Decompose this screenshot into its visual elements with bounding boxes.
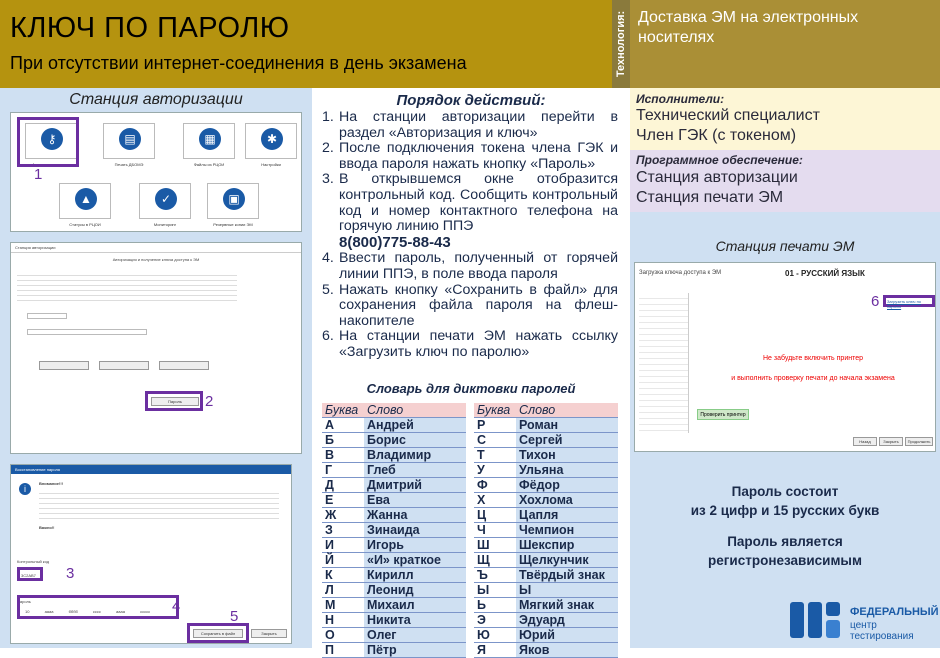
marker-2: 2 — [205, 393, 214, 410]
dictionary-row — [322, 568, 466, 583]
dict-word: Игорь — [364, 538, 466, 553]
dict-letter: Г — [322, 463, 364, 478]
dict-letter: Х — [474, 493, 516, 508]
warning-heading: Внимание!!! — [39, 481, 63, 486]
print-station-title: Станция печати ЭМ — [715, 238, 855, 254]
printer-warning-1: Не забудьте включить принтер — [762, 355, 864, 362]
tech-value: Доставка ЭМ на электронных носителях — [630, 0, 940, 88]
dict-word: Мягкий знак — [516, 598, 618, 613]
dictionary-row — [322, 538, 466, 553]
auth-window-screenshot — [10, 242, 302, 454]
dict-word: Роман — [516, 418, 618, 433]
tile-auth-key[interactable]: ⚷ Авторизация и ключ — [25, 123, 77, 159]
password-button[interactable]: Пароль — [151, 397, 199, 406]
dictionary-row — [322, 583, 466, 598]
marker-1: 1 — [34, 166, 43, 183]
code-label: Контрольный код — [17, 559, 50, 564]
dict-letter: Д — [322, 478, 364, 493]
page-subtitle: При отсутствии интернет-соединения в день экзамена — [10, 53, 467, 73]
dict-word: Владимир — [364, 448, 466, 463]
dictionary-row — [474, 628, 618, 643]
dictionary-row — [322, 523, 466, 538]
dict-word: Юрий — [516, 628, 618, 643]
back-button[interactable]: Назад — [853, 437, 877, 446]
step-item: 6. На станции печати ЭМ нажать ссылку «Загрузить ключ по паролю» — [322, 328, 618, 360]
dictionary-table-right — [474, 403, 618, 658]
dict-letter: З — [322, 523, 364, 538]
key-icon: ⚷ — [41, 128, 63, 150]
highlight-5 — [187, 623, 249, 643]
dictionary-row — [474, 538, 618, 553]
tech-label: Технология: — [615, 10, 627, 78]
highlight-1 — [17, 117, 79, 167]
dictionary-row — [474, 448, 618, 463]
important-heading: Важно!! — [39, 525, 55, 530]
password-info-1: Пароль состоит из 2 цифр и 15 русских букв — [690, 484, 880, 518]
close-button[interactable]: Закрыть — [251, 629, 287, 638]
logo-line-2: центр тестирования — [850, 620, 914, 642]
dictionary-row — [322, 598, 466, 613]
dict-word: Чемпион — [516, 523, 618, 538]
highlight-2 — [145, 391, 203, 411]
step-item: 1. На станции авторизации перейти в раздел «Авторизация и ключ» — [322, 109, 618, 141]
dict-letter: Ч — [474, 523, 516, 538]
print-window-title: Загрузка ключа доступа к ЭМ — [639, 270, 722, 276]
auth-menu-screenshot — [10, 112, 302, 232]
print-sidebar — [639, 293, 689, 433]
step-item: 5. Нажать кнопку «Сохранить в файл» для сохранения файла пароля на флеш-накопителе — [322, 281, 618, 329]
dict-word: Ева — [364, 493, 466, 508]
info-icon: i — [19, 483, 31, 495]
key-button[interactable] — [159, 361, 209, 370]
dictionary-row — [474, 523, 618, 538]
dict-word: Щелкунчик — [516, 553, 618, 568]
dictionary-row — [474, 418, 618, 433]
dict-word: Дмитрий — [364, 478, 466, 493]
tech-strip — [612, 0, 630, 88]
performer-2: Член ГЭК (с токеном) — [636, 127, 797, 144]
dictionary-row — [322, 613, 466, 628]
dictionary-row — [322, 433, 466, 448]
dict-letter: А — [322, 418, 364, 433]
tile-backup[interactable]: ▣ Резервные копии ЭМ — [207, 183, 259, 219]
dict-letter: Щ — [474, 553, 516, 568]
dict-word: Эдуард — [516, 613, 618, 628]
dict-letter: У — [474, 463, 516, 478]
software-label: Программное обеспечение: — [636, 153, 803, 167]
hotline-phone: 8(800)775-88-43 — [339, 233, 451, 251]
dict-word: Фёдор — [516, 478, 618, 493]
load-key-by-password-link[interactable]: Загрузить ключ по паролю — [887, 299, 922, 309]
dict-letter: Ф — [474, 478, 516, 493]
tile-status[interactable]: ▲ Статусы в РЦОИ — [59, 183, 111, 219]
software-2: Станция печати ЭМ — [636, 189, 784, 206]
logo-line-1: ФЕДЕРАЛЬНЫЙ — [850, 606, 939, 618]
dict-letter: О — [322, 628, 364, 643]
dict-letter: Ж — [322, 508, 364, 523]
dictionary-row — [322, 448, 466, 463]
dictionary-row — [474, 643, 618, 658]
dict-letter: Ш — [474, 538, 516, 553]
dict-letter: Е — [322, 493, 364, 508]
dict-letter: Ъ — [474, 568, 516, 583]
dict-letter: Ь — [474, 598, 516, 613]
dictionary-row — [322, 628, 466, 643]
password-info-2: Пароль является регистронезависимым — [708, 534, 862, 568]
dictionary-row — [474, 478, 618, 493]
dictionary-row — [322, 508, 466, 523]
marker-3: 3 — [66, 565, 75, 582]
status-icon: ▲ — [75, 188, 97, 210]
dict-letter: В — [322, 448, 364, 463]
info-text — [17, 271, 237, 303]
backup-icon: ▣ — [223, 188, 245, 210]
dict-word: «И» краткое — [364, 553, 466, 568]
printer-warning-2: и выполнить проверку печати до начала экзамена — [731, 375, 895, 382]
window-title: Восстановление пароля — [15, 467, 60, 472]
check-printer-button[interactable]: Проверить принтер — [697, 409, 749, 420]
dict-letter: Я — [474, 643, 516, 658]
tile-files[interactable]: ▦ Файлы из РЦОИ — [183, 123, 235, 159]
dict-word: Ы — [516, 583, 618, 598]
dictionary-row — [474, 433, 618, 448]
performers-label: Исполнители: — [636, 92, 725, 106]
dict-word: Никита — [364, 613, 466, 628]
dict-word: Леонид — [364, 583, 466, 598]
dict-word: Борис — [364, 433, 466, 448]
dict-word: Твёрдый знак — [516, 568, 618, 583]
token-password-field[interactable] — [27, 329, 147, 335]
dict-letter: Ы — [474, 583, 516, 598]
auth-station-title: Станция авторизации — [69, 91, 243, 108]
dictionary-row — [474, 613, 618, 628]
dict-letter: Э — [474, 613, 516, 628]
dict-letter: Т — [474, 448, 516, 463]
dict-word: Зинаида — [364, 523, 466, 538]
col-letter: Буква — [322, 403, 364, 418]
dict-letter: С — [474, 433, 516, 448]
dictionary-row — [474, 568, 618, 583]
dict-word: Кирилл — [364, 568, 466, 583]
password-label: Пароль — [17, 599, 31, 604]
dictionary-table-left — [322, 403, 466, 658]
dict-word: Жанна — [364, 508, 466, 523]
request-button[interactable] — [99, 361, 149, 370]
step-item: 4. Ввести пароль, полученный от горячей линии ППЭ, в поле ввода пароля — [322, 250, 618, 282]
dict-word: Ульяна — [516, 463, 618, 478]
dict-word: Андрей — [364, 418, 466, 433]
tile-print[interactable]: ▤ Печать ДБОМЭ — [103, 123, 155, 159]
dict-letter: Й — [322, 553, 364, 568]
dict-letter: Б — [322, 433, 364, 448]
dict-letter: Ц — [474, 508, 516, 523]
marker-4: 4 — [172, 598, 181, 615]
dict-word: Тихон — [516, 448, 618, 463]
steps-list — [322, 110, 618, 361]
dictionary-row — [474, 463, 618, 478]
tile-settings[interactable]: ✱ Настройки — [245, 123, 297, 159]
dict-letter: И — [322, 538, 364, 553]
dictionary-title: Словарь для диктовки паролей — [366, 381, 576, 396]
password-recovery-screenshot — [10, 464, 292, 644]
dictionary-row — [474, 583, 618, 598]
dict-word: Пётр — [364, 643, 466, 658]
window-heading: Авторизация и получение ключа доступа к ЭМ — [112, 257, 200, 262]
dict-letter: М — [322, 598, 364, 613]
files-icon: ▦ — [199, 128, 221, 150]
monitor-icon: ✓ — [155, 188, 177, 210]
dictionary-row — [322, 478, 466, 493]
info-text — [39, 489, 279, 519]
tile-monitoring[interactable]: ✓ Мониторинг — [139, 183, 191, 219]
dict-letter: Л — [322, 583, 364, 598]
marker-5: 5 — [230, 608, 239, 625]
step-item: 2. После подключения токена члена ГЭК и ввода пароля нажать кнопку «Пароль» — [322, 140, 618, 172]
performer-1: Технический специалист — [636, 107, 820, 124]
dict-letter: Р — [474, 418, 516, 433]
col-word: Слово — [516, 403, 618, 418]
dict-word: Глеб — [364, 463, 466, 478]
dictionary-row — [474, 493, 618, 508]
save-to-file-button[interactable]: Сохранить в файл — [193, 629, 243, 638]
dictionary-row — [474, 598, 618, 613]
auth-button[interactable] — [39, 361, 89, 370]
marker-6: 6 — [871, 293, 880, 310]
software-1: Станция авторизации — [636, 169, 798, 186]
dictionary-row — [322, 418, 466, 433]
dict-word: Яков — [516, 643, 618, 658]
dictionary-row — [322, 553, 466, 568]
print-subject: 01 - РУССКИЙ ЯЗЫК — [785, 269, 865, 278]
page-title: КЛЮЧ ПО ПАРОЛЮ — [10, 12, 290, 44]
dict-letter: Н — [322, 613, 364, 628]
dict-word: Олег — [364, 628, 466, 643]
step-item: 3. В открывшемся окне отобразится контрольный код. Сообщить контрольный код и номер контактного телефона на горячую линию ППЭ 8(800)775-88-43 — [322, 171, 618, 251]
dict-letter: Ю — [474, 628, 516, 643]
col-word: Слово — [364, 403, 466, 418]
highlight-4 — [17, 595, 179, 619]
print-station-screenshot — [634, 262, 936, 452]
dict-word: Хохлома — [516, 493, 618, 508]
settings-icon: ✱ — [261, 128, 283, 150]
highlight-3 — [17, 567, 43, 581]
dictionary-row — [322, 493, 466, 508]
dictionary-row — [474, 553, 618, 568]
print-icon: ▤ — [119, 128, 141, 150]
divider — [11, 252, 301, 253]
dict-word: Михаил — [364, 598, 466, 613]
dict-letter: П — [322, 643, 364, 658]
dict-letter: К — [322, 568, 364, 583]
dictionary-row — [322, 643, 466, 658]
continue-button[interactable]: Продолжить — [905, 437, 933, 446]
close-button[interactable]: Закрыть — [879, 437, 903, 446]
dict-word: Шекспир — [516, 538, 618, 553]
dictionary-row — [322, 463, 466, 478]
date-field[interactable] — [27, 313, 67, 319]
dict-word: Сергей — [516, 433, 618, 448]
steps-title: Порядок действий: — [396, 92, 546, 109]
window-title: Станция авторизации — [15, 245, 56, 250]
dictionary-row — [474, 508, 618, 523]
password-input[interactable]: 10 аааа бббб сссс аааа ccccc — [25, 609, 151, 614]
dict-word: Цапля — [516, 508, 618, 523]
col-letter: Буква — [474, 403, 516, 418]
control-code: 3C2AB7 — [21, 573, 36, 578]
